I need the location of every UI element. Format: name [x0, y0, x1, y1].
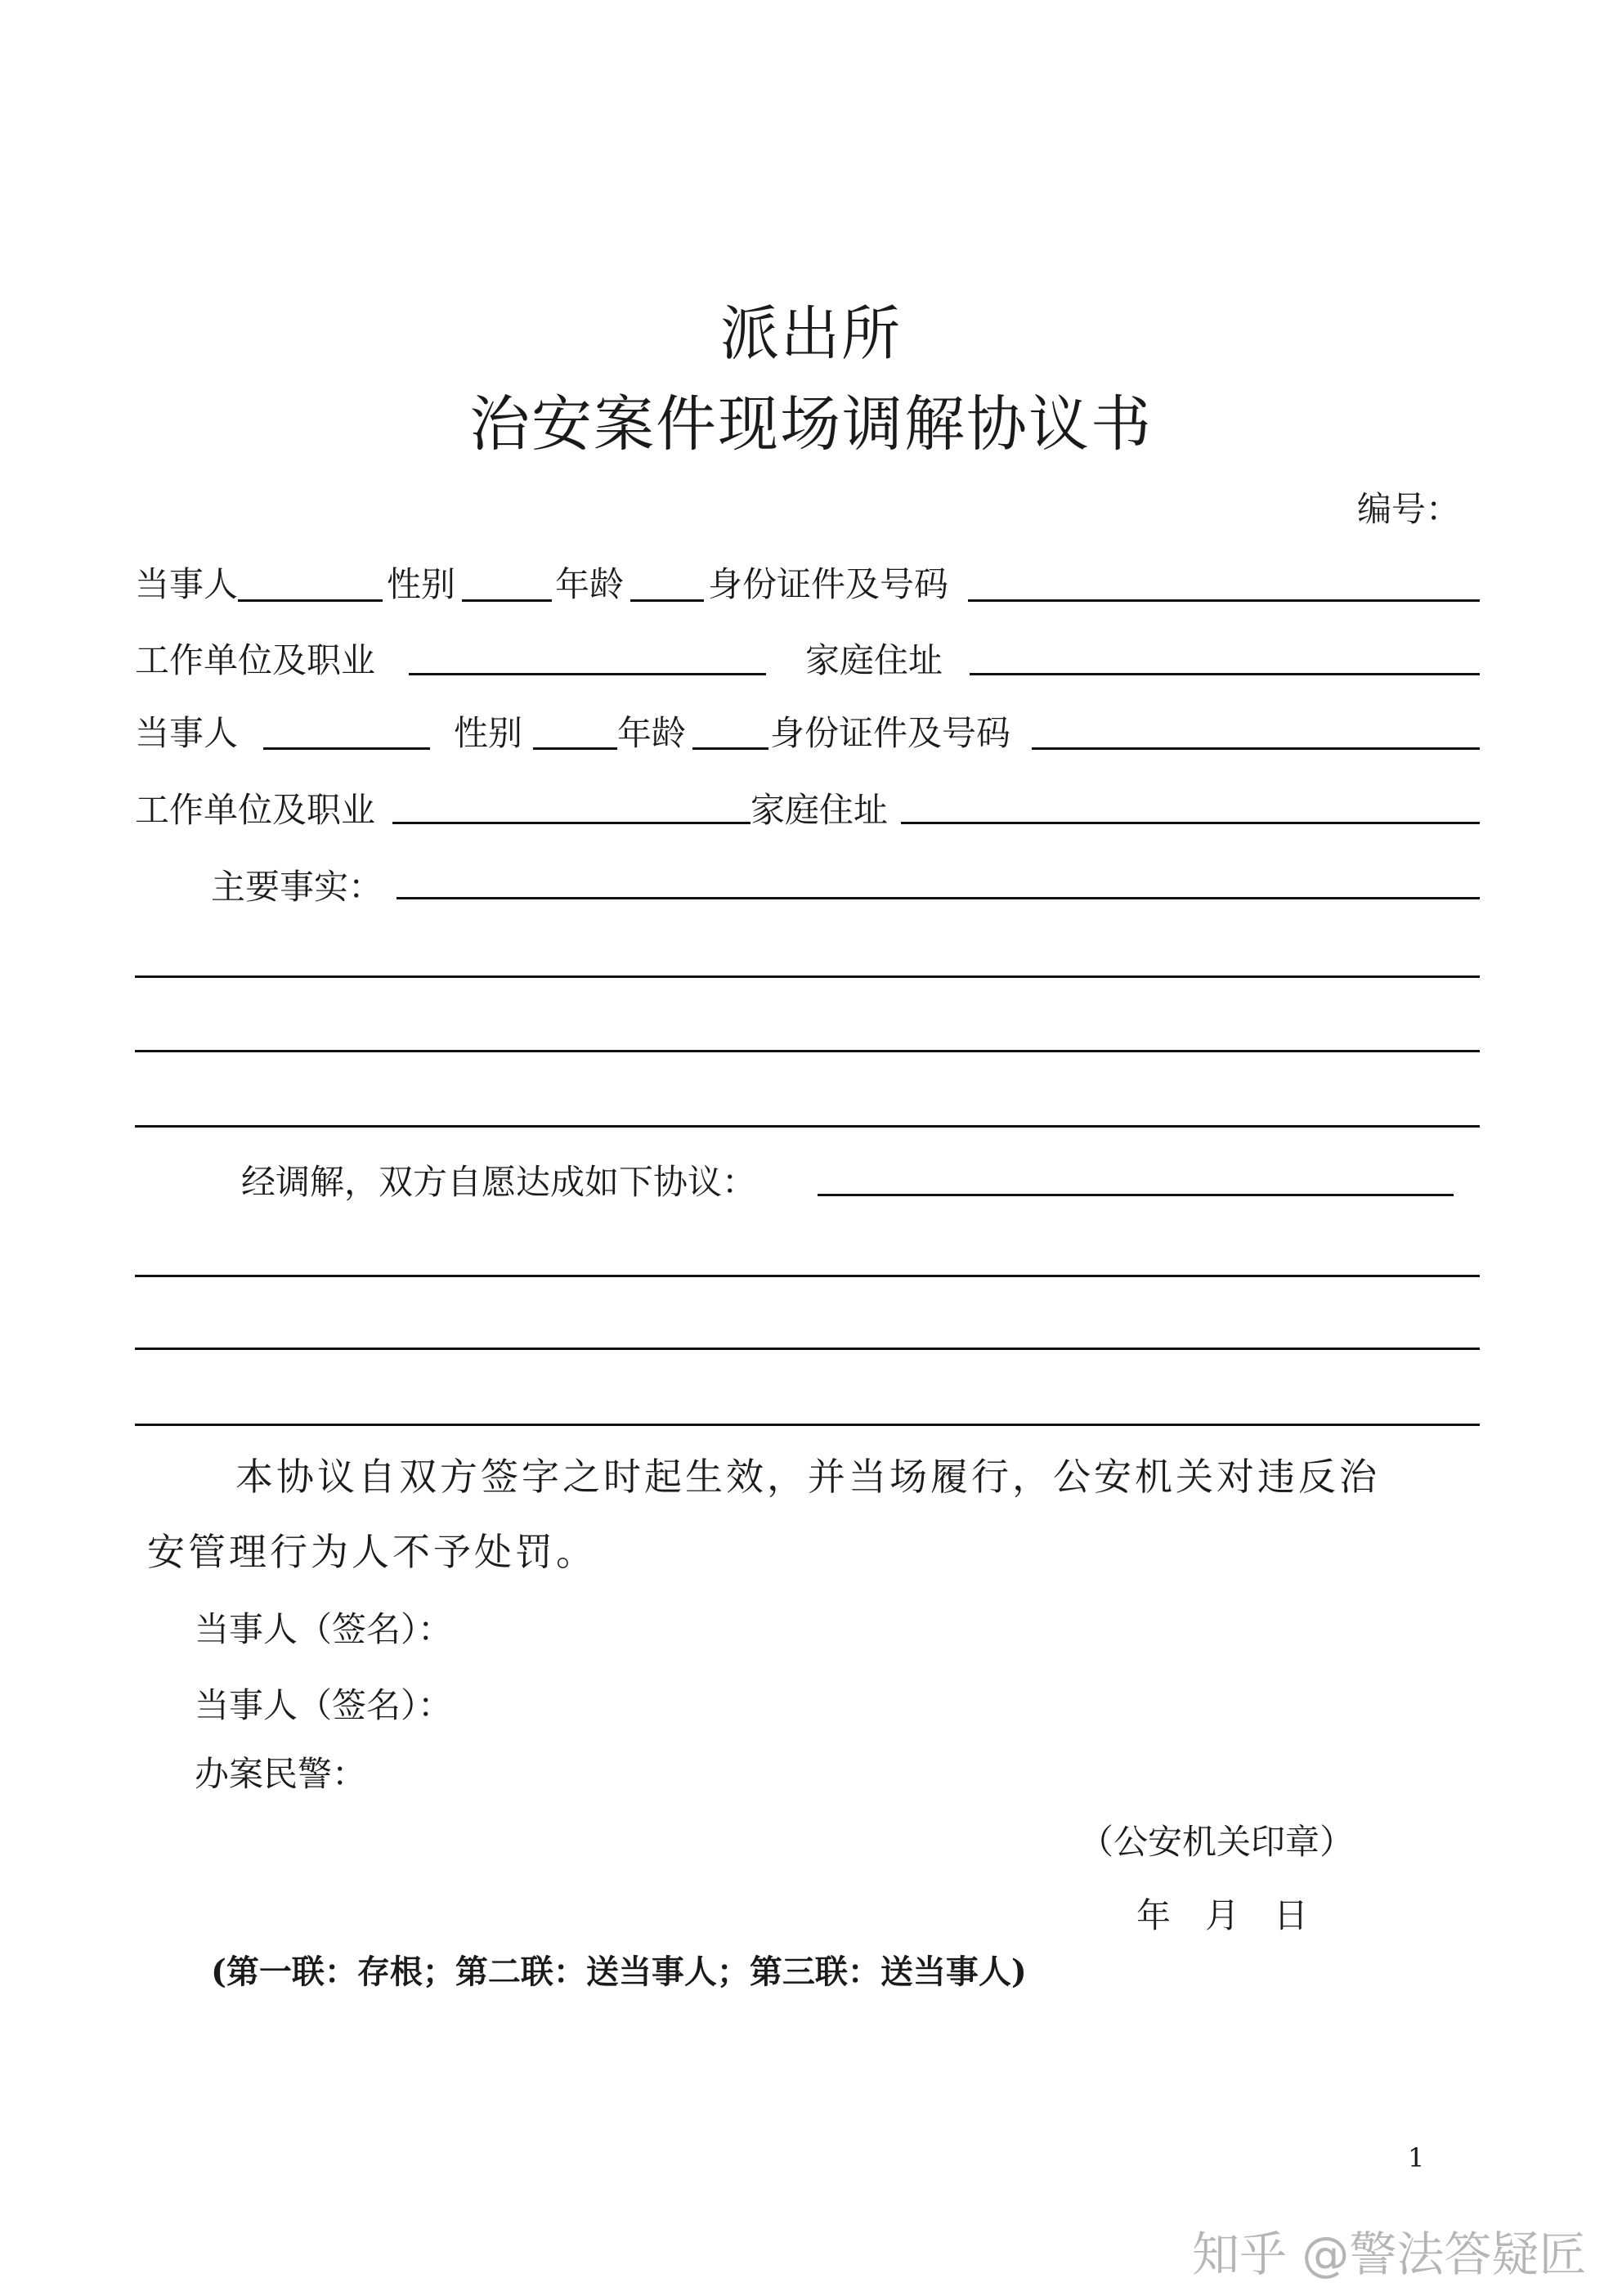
main-facts-line-2[interactable]	[135, 975, 1480, 978]
zhihu-watermark: 知乎 @警法答疑匠	[1192, 2226, 1587, 2282]
party1-work-label: 工作单位及职业	[135, 640, 376, 680]
party2-age-blank[interactable]	[692, 747, 768, 750]
party2-name-blank[interactable]	[263, 747, 430, 750]
party1-id-label: 身份证件及号码	[708, 564, 949, 604]
agreement-line-3[interactable]	[135, 1348, 1480, 1350]
page-title-line2: 治安案件现场调解协议书	[469, 389, 1153, 460]
effect-paragraph-line1: 本协议自双方签字之时起生效，并当场履行，公安机关对违反治	[235, 1455, 1380, 1499]
agreement-line-4[interactable]	[135, 1424, 1480, 1426]
party2-age-label: 年龄	[617, 713, 687, 753]
party2-gender-blank[interactable]	[533, 747, 617, 750]
party1-id-blank[interactable]	[968, 599, 1480, 602]
main-facts-line-4[interactable]	[135, 1125, 1480, 1128]
party1-age-blank[interactable]	[630, 599, 704, 602]
party2-work-label: 工作单位及职业	[135, 790, 376, 830]
party2-address-label: 家庭住址	[751, 790, 889, 830]
party1-gender-label: 性别	[387, 564, 456, 604]
police-seal-label: （公安机关印章）	[1079, 1822, 1355, 1862]
effect-paragraph-line2: 安管理行为人不予处罚。	[147, 1530, 597, 1574]
main-facts-line-1[interactable]	[397, 897, 1480, 899]
date-label: 年 月 日	[1136, 1895, 1309, 1935]
officer-signature-label: 办案民警：	[195, 1754, 367, 1794]
party2-gender-label: 性别	[454, 713, 523, 753]
document-number-label: 编号：	[1357, 489, 1461, 529]
party1-work-blank[interactable]	[409, 673, 766, 675]
party1-address-blank[interactable]	[970, 673, 1480, 675]
main-facts-label: 主要事实：	[211, 867, 383, 907]
party2-address-blank[interactable]	[901, 822, 1480, 824]
party1-gender-blank[interactable]	[462, 599, 552, 602]
main-facts-line-3[interactable]	[135, 1050, 1480, 1052]
party1-age-label: 年龄	[555, 564, 625, 604]
party1-name-blank[interactable]	[238, 599, 383, 602]
party2-id-label: 身份证件及号码	[770, 713, 1011, 753]
agreement-line-1[interactable]	[818, 1194, 1454, 1196]
agreement-label: 经调解，双方自愿达成如下协议：	[241, 1162, 757, 1202]
page-number: 1	[1408, 2142, 1425, 2173]
party1-signature-label: 当事人（签名）：	[195, 1609, 453, 1649]
page-title-line1: 派出所	[719, 299, 902, 368]
party2-id-blank[interactable]	[1032, 747, 1480, 750]
agreement-line-2[interactable]	[135, 1275, 1480, 1277]
party1-address-label: 家庭住址	[805, 640, 943, 680]
party2-name-label: 当事人	[135, 713, 239, 753]
party2-signature-label: 当事人（签名）：	[195, 1685, 453, 1725]
party2-work-blank[interactable]	[392, 822, 751, 824]
party1-name-label: 当事人	[135, 564, 239, 604]
copies-note: (第一联：存根；第二联：送当事人；第三联：送当事人)	[211, 1953, 1027, 1991]
